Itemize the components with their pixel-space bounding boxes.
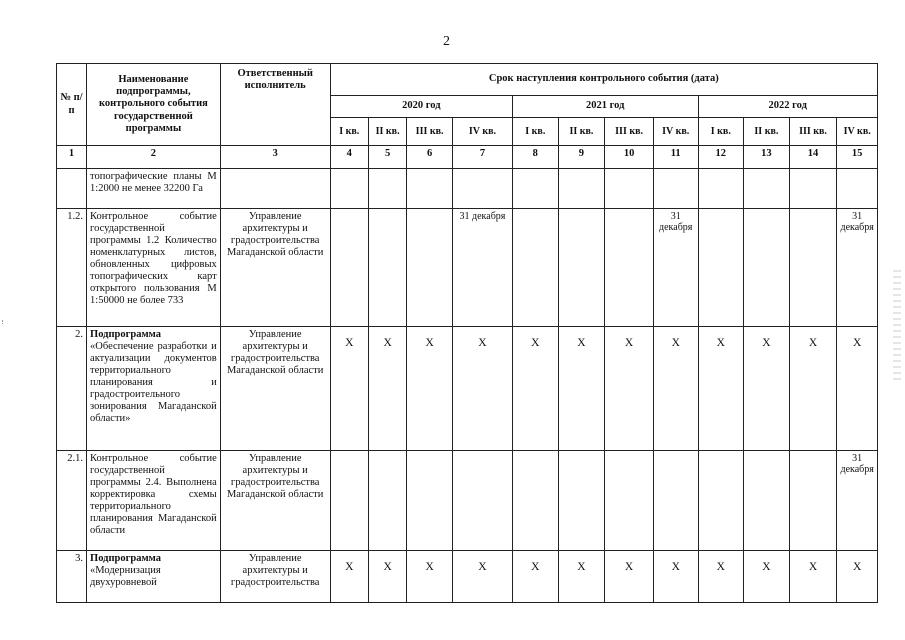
quarter-cell: Х xyxy=(605,327,654,451)
row-name xyxy=(87,551,221,603)
quarter-cell xyxy=(368,451,406,551)
column-number: 4 xyxy=(330,146,368,169)
header-quarter: I кв. xyxy=(698,118,744,146)
quarter-cell: Х xyxy=(744,327,790,451)
quarter-cell xyxy=(698,169,744,209)
row-responsible: Управление архитектуры и градостроительства Магаданской области xyxy=(220,451,330,551)
header-quarter: III кв. xyxy=(605,118,654,146)
quarter-cell: Х xyxy=(368,551,406,603)
table-row xyxy=(57,169,878,209)
row-name-text: «Модернизация двухуровневой xyxy=(90,565,161,589)
quarter-cell: Х xyxy=(368,327,406,451)
row-name xyxy=(87,209,221,327)
header-quarter: I кв. xyxy=(330,118,368,146)
quarter-cell xyxy=(368,169,406,209)
quarter-cell xyxy=(513,169,559,209)
row-number: 2.1. xyxy=(57,451,87,551)
subprogram-label: Подпрограмма xyxy=(90,553,161,564)
quarter-cell xyxy=(330,209,368,327)
header-year-2021: 2021 год xyxy=(513,96,699,118)
row-name-text: «Обеспечение разработки и актуализации документов территориального планирования и градостроительного зонирования Магаданской области» xyxy=(90,341,217,425)
quarter-cell: Х xyxy=(558,327,605,451)
column-number: 13 xyxy=(744,146,790,169)
scan-artifact-right xyxy=(893,270,901,380)
row-responsible xyxy=(220,169,330,209)
header-quarter: III кв. xyxy=(407,118,453,146)
quarter-cell: 31 декабря xyxy=(653,209,698,327)
subprogram-label: Подпрограмма xyxy=(90,329,161,340)
row-number xyxy=(57,169,87,209)
quarter-cell xyxy=(513,451,559,551)
column-number: 15 xyxy=(837,146,878,169)
quarter-cell xyxy=(605,209,654,327)
quarter-cell: Х xyxy=(653,551,698,603)
header-quarter: IV кв. xyxy=(837,118,878,146)
quarter-cell xyxy=(558,209,605,327)
quarter-cell xyxy=(605,169,654,209)
row-name xyxy=(87,327,221,451)
control-events-table xyxy=(56,63,878,603)
quarter-cell: Х xyxy=(744,551,790,603)
row-number: 2. xyxy=(57,327,87,451)
header-name: Наименование подпрограммы, контрольного события государственной программы xyxy=(87,64,221,146)
quarter-cell xyxy=(452,451,512,551)
column-number: 2 xyxy=(87,146,221,169)
header-quarter: I кв. xyxy=(513,118,559,146)
column-number: 8 xyxy=(513,146,559,169)
quarter-cell: 31 декабря xyxy=(837,451,878,551)
row-name-text: Контрольное событие государственной программы 2.4. Выполнена корректировка схемы территориального планирования Магаданской области xyxy=(90,453,217,537)
quarter-cell: Х xyxy=(837,327,878,451)
header-num: № п/п xyxy=(57,64,87,146)
quarter-cell: 31 декабря xyxy=(837,209,878,327)
quarter-cell: Х xyxy=(605,551,654,603)
row-name xyxy=(87,451,221,551)
column-number: 7 xyxy=(452,146,512,169)
quarter-cell xyxy=(513,209,559,327)
column-number: 5 xyxy=(368,146,406,169)
quarter-cell xyxy=(653,169,698,209)
quarter-cell xyxy=(744,169,790,209)
quarter-cell: Х xyxy=(452,551,512,603)
quarter-cell xyxy=(330,451,368,551)
row-name-text: топографические планы М 1:2000 не менее 32200 Га xyxy=(90,171,217,195)
quarter-cell xyxy=(558,451,605,551)
table-row xyxy=(57,451,878,551)
quarter-cell: Х xyxy=(837,551,878,603)
quarter-cell xyxy=(407,169,453,209)
header-year-2020: 2020 год xyxy=(330,96,512,118)
quarter-cell xyxy=(789,169,837,209)
quarter-cell xyxy=(558,169,605,209)
header-quarter: II кв. xyxy=(558,118,605,146)
table-row xyxy=(57,551,878,603)
scan-artifact-left xyxy=(2,320,9,324)
header-deadline: Срок наступления контрольного события (дата) xyxy=(330,64,877,96)
quarter-cell xyxy=(789,451,837,551)
row-responsible: Управление архитектуры и градостроительства xyxy=(220,551,330,603)
row-name xyxy=(87,169,221,209)
quarter-cell xyxy=(837,169,878,209)
quarter-cell xyxy=(744,451,790,551)
row-number: 3. xyxy=(57,551,87,603)
quarter-cell xyxy=(698,209,744,327)
quarter-cell xyxy=(330,169,368,209)
quarter-cell: Х xyxy=(698,551,744,603)
quarter-cell xyxy=(744,209,790,327)
quarter-cell: Х xyxy=(513,327,559,451)
quarter-cell: Х xyxy=(789,327,837,451)
page-number: 2 xyxy=(443,34,450,49)
quarter-cell xyxy=(368,209,406,327)
header-year-2022: 2022 год xyxy=(698,96,878,118)
row-number: 1.2. xyxy=(57,209,87,327)
header-responsible: Ответственный исполнитель xyxy=(220,64,330,146)
quarter-cell xyxy=(789,209,837,327)
row-name-text: Контрольное событие государственной программы 1.2 Количество номенклатурных листов, обновленных цифровых топографических карт открытого пользования М 1:50000 не более 733 xyxy=(90,211,217,307)
quarter-cell: Х xyxy=(407,551,453,603)
quarter-cell: 31 декабря xyxy=(452,209,512,327)
quarter-cell: Х xyxy=(653,327,698,451)
table-rows xyxy=(57,169,878,603)
quarter-cell xyxy=(452,169,512,209)
row-responsible: Управление архитектуры и градостроительства Магаданской области xyxy=(220,209,330,327)
column-number: 14 xyxy=(789,146,837,169)
column-number: 1 xyxy=(57,146,87,169)
column-number: 9 xyxy=(558,146,605,169)
table-row xyxy=(57,209,878,327)
quarter-cell: Х xyxy=(452,327,512,451)
quarter-cell: Х xyxy=(513,551,559,603)
column-number: 3 xyxy=(220,146,330,169)
quarter-cell: Х xyxy=(558,551,605,603)
header-quarter: III кв. xyxy=(789,118,837,146)
quarter-cell xyxy=(698,451,744,551)
header-quarter: II кв. xyxy=(744,118,790,146)
row-responsible: Управление архитектуры и градостроительства Магаданской области xyxy=(220,327,330,451)
quarter-cell xyxy=(605,451,654,551)
column-number-row xyxy=(57,146,878,169)
quarter-cell xyxy=(407,209,453,327)
quarter-cell xyxy=(407,451,453,551)
quarter-cell: Х xyxy=(330,551,368,603)
header-quarter: II кв. xyxy=(368,118,406,146)
quarter-cell: Х xyxy=(330,327,368,451)
quarter-cell: Х xyxy=(407,327,453,451)
column-number: 6 xyxy=(407,146,453,169)
column-number: 12 xyxy=(698,146,744,169)
header-quarter: IV кв. xyxy=(452,118,512,146)
quarter-cell: Х xyxy=(698,327,744,451)
table-row xyxy=(57,327,878,451)
quarter-cell: Х xyxy=(789,551,837,603)
header-quarter: IV кв. xyxy=(653,118,698,146)
column-number: 10 xyxy=(605,146,654,169)
quarter-cell xyxy=(653,451,698,551)
column-number: 11 xyxy=(653,146,698,169)
